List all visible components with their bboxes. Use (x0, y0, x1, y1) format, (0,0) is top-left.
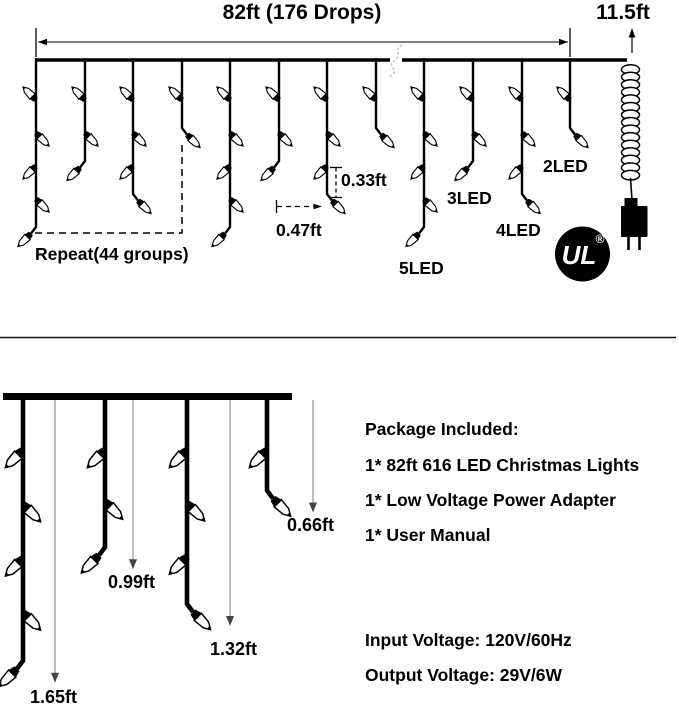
led-spacing-label: 0.33ft (341, 170, 387, 190)
led-bulb-icon (64, 165, 82, 183)
dimension-line (129, 400, 137, 569)
label-drop-length-2: 0.99ft (108, 572, 156, 592)
coiled-lead-wire (622, 65, 640, 180)
label-5led: 5LED (399, 258, 444, 278)
led-bulb-icon (15, 231, 33, 249)
drop-spacing-label: 0.47ft (276, 220, 322, 240)
dimension-line (51, 400, 59, 683)
icicle-drop (209, 58, 246, 249)
lead-wire-arrow (629, 28, 636, 53)
label-3led: 3LED (447, 188, 492, 208)
icicle-drop (246, 394, 295, 520)
icicle-drop (403, 58, 440, 249)
icicle-drop (166, 394, 215, 633)
package-item-adapter: 1* Low Voltage Power Adapter (365, 490, 616, 510)
lead-wire-length-label: 11.5ft (596, 1, 650, 24)
dimension-line (309, 400, 317, 513)
label-drop-length-1: 1.65ft (30, 687, 78, 706)
led-bulb-icon (209, 231, 227, 249)
ul-certification-logo (555, 227, 610, 282)
icicle-drop (360, 58, 397, 150)
output-voltage-text: Output Voltage: 29V/6W (365, 665, 563, 685)
led-bulb-icon (78, 552, 103, 577)
span-dimension-arrow (36, 28, 570, 57)
icicle-drop (311, 58, 348, 216)
led-bulb-icon (572, 132, 590, 150)
icicle-drop (0, 394, 44, 690)
icicle-drop (506, 58, 543, 216)
ul-registered-symbol: ® (595, 232, 605, 246)
led-bulb-icon (403, 231, 421, 249)
label-drop-length-4: 0.66ft (287, 515, 335, 535)
icicle-drop (78, 394, 127, 577)
icicle-drop (117, 58, 154, 216)
icicle-drop (554, 58, 591, 150)
led-bulb-icon (189, 608, 214, 633)
label-4led: 4LED (496, 220, 541, 240)
input-voltage-text: Input Voltage: 120V/60Hz (365, 630, 572, 650)
icicle-drop (452, 58, 489, 183)
power-plug-icon (621, 178, 648, 250)
label-2led: 2LED (543, 156, 588, 176)
led-bulb-icon (452, 165, 470, 183)
led-bulb-icon (378, 132, 396, 150)
drop-length-dimension-lines (51, 400, 317, 683)
dimension-line (226, 400, 234, 626)
package-included-title: Package Included: (365, 419, 519, 439)
led-bulb-icon (135, 198, 153, 216)
drop-spacing-dimension (277, 200, 323, 213)
label-drop-length-3: 1.32ft (210, 639, 258, 659)
led-bulb-icon (184, 132, 202, 150)
span-dimension-label: 82ft (176 Drops) (222, 1, 382, 24)
package-item-lights: 1* 82ft 616 LED Christmas Lights (365, 455, 640, 475)
package-item-manual: 1* User Manual (365, 525, 491, 545)
led-bulb-icon (258, 165, 276, 183)
icicle-drop (166, 58, 203, 150)
icicle-drop (258, 58, 295, 183)
ul-logo-text: UL (561, 240, 597, 270)
wire-break-icon (389, 45, 402, 77)
repeat-group-label: Repeat(44 groups) (35, 244, 189, 264)
led-bulb-icon (329, 198, 347, 216)
icicle-drop (64, 58, 101, 183)
repeat-group-outline (34, 145, 182, 233)
led-bulb-icon (524, 198, 542, 216)
icicle-drop (15, 58, 52, 249)
